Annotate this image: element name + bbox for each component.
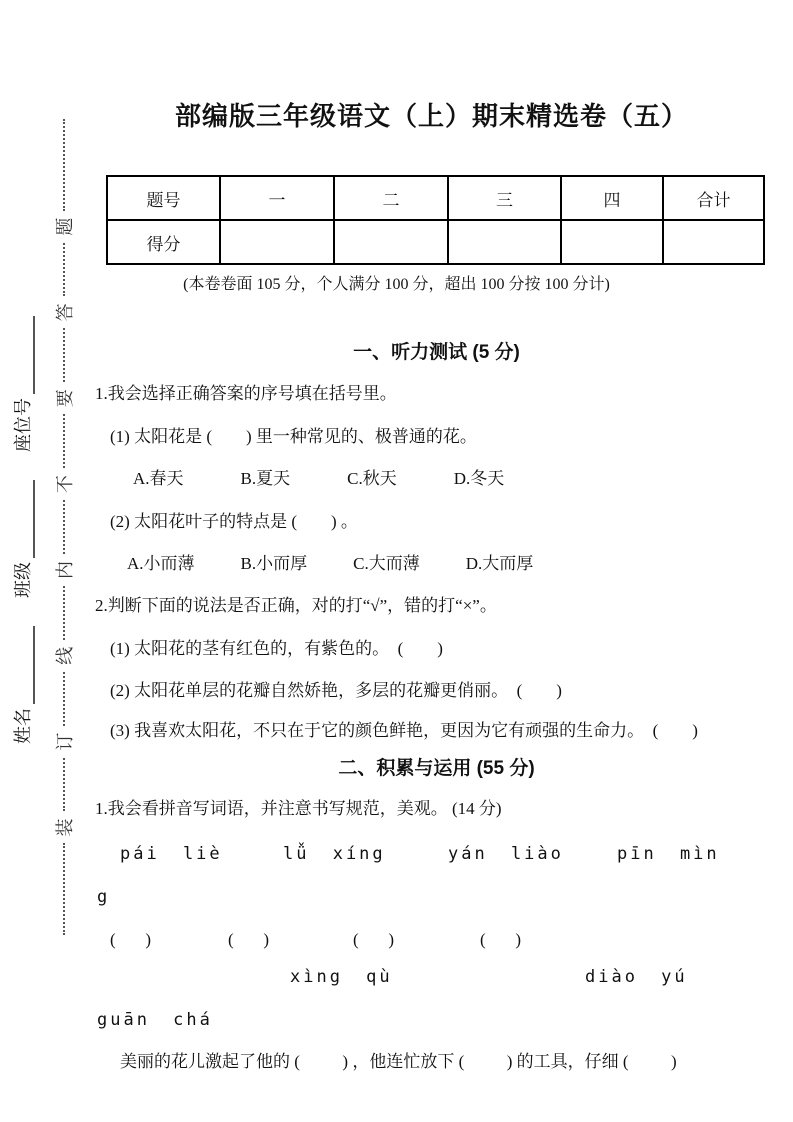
option-b: B.小而厚 bbox=[240, 554, 308, 573]
student-name-label: 姓名 bbox=[13, 708, 33, 744]
question-2-item-3: (3) 我喜欢太阳花，不只在于它的颜色鲜艳，更因为它有顽强的生命力。 ( ) bbox=[110, 721, 698, 740]
binding-char: 题 bbox=[55, 217, 75, 236]
pinyin-word: lǚ xíng bbox=[283, 844, 386, 864]
option-a: A.春天 bbox=[133, 469, 184, 488]
binding-dotted-segment bbox=[63, 672, 65, 726]
fill-in-sentence: 美丽的花儿激起了他的 ( ) ，他连忙放下 ( ) 的工具，仔细 ( ) bbox=[120, 1052, 677, 1071]
question-1-sub-1: (1) 太阳花是 ( ) 里一种常见的、极普通的花。 bbox=[110, 427, 477, 446]
score-cell bbox=[663, 220, 764, 264]
section-heading-accumulation: 二、积累与运用 (55 分) bbox=[338, 758, 535, 779]
pinyin-word: guān chá bbox=[97, 1010, 213, 1030]
pinyin-word: pái liè bbox=[120, 844, 223, 864]
option-d: D.冬天 bbox=[453, 469, 505, 488]
score-cell bbox=[561, 220, 663, 264]
score-row-label: 得分 bbox=[107, 220, 220, 264]
pinyin-word: xìng qù bbox=[290, 967, 393, 987]
seat-number-label: 座位号 bbox=[13, 398, 33, 452]
score-table-header-cell: 合计 bbox=[663, 176, 764, 220]
pinyin-wrapped-letter: g bbox=[97, 887, 111, 907]
binding-char: 订 bbox=[55, 732, 75, 751]
option-c: C.大而薄 bbox=[353, 554, 420, 573]
answer-bracket: ( ) bbox=[110, 930, 152, 949]
question-2-item-1: (1) 太阳花的茎有红色的，有紫色的。 ( ) bbox=[110, 639, 443, 658]
section-heading-listening: 一、听力测试 (5 分) bbox=[353, 342, 520, 363]
binding-dotted-segment bbox=[63, 243, 65, 297]
binding-dotted-segment bbox=[63, 414, 65, 468]
question-1-sub-2-options bbox=[127, 553, 533, 575]
pinyin-question-stem: 1.我会看拼音写词语，并注意书写规范，美观。 (14 分) bbox=[95, 799, 502, 818]
option-c: C.秋天 bbox=[347, 469, 397, 488]
pinyin-word: yán liào bbox=[448, 844, 564, 864]
option-d: D.大而厚 bbox=[465, 554, 534, 573]
binding-char: 要 bbox=[55, 389, 75, 408]
question-1-sub-2: (2) 太阳花叶子的特点是 ( ) 。 bbox=[110, 512, 358, 531]
pinyin-word: pīn mìn bbox=[617, 844, 720, 864]
option-a: A.小而薄 bbox=[127, 554, 195, 573]
binding-char: 线 bbox=[55, 646, 75, 665]
binding-char: 内 bbox=[55, 560, 75, 579]
student-name-blank bbox=[32, 626, 35, 704]
pinyin-word: diào yú bbox=[585, 967, 688, 987]
class-blank bbox=[32, 480, 35, 558]
answer-bracket: ( ) bbox=[480, 930, 522, 949]
binding-char: 答 bbox=[55, 303, 75, 322]
score-cell bbox=[334, 220, 448, 264]
score-table-header-cell: 一 bbox=[220, 176, 334, 220]
answer-bracket: ( ) bbox=[228, 930, 270, 949]
binding-line bbox=[52, 112, 76, 942]
answer-bracket: ( ) bbox=[353, 930, 395, 949]
binding-dotted-segment bbox=[63, 586, 65, 640]
grading-note: (本卷卷面 105 分，个人满分 100 分，超出 100 分按 100 分计) bbox=[183, 276, 610, 293]
question-1-sub-1-options bbox=[133, 468, 504, 490]
class-field bbox=[9, 480, 35, 598]
score-table-header-row bbox=[107, 176, 764, 220]
seat-number-field bbox=[9, 316, 35, 452]
student-name-field bbox=[9, 626, 35, 744]
score-table-header-cell: 二 bbox=[334, 176, 448, 220]
binding-dotted-segment bbox=[63, 328, 65, 382]
score-table bbox=[106, 175, 765, 265]
score-table-header-cell: 题号 bbox=[107, 176, 220, 220]
score-cell bbox=[448, 220, 561, 264]
binding-dotted-segment bbox=[63, 500, 65, 554]
question-2-item-2: (2) 太阳花单层的花瓣自然娇艳，多层的花瓣更俏丽。 ( ) bbox=[110, 681, 562, 700]
option-b: B.夏天 bbox=[240, 469, 291, 488]
page-title: 部编版三年级语文（上）期末精选卷（五） bbox=[174, 101, 688, 131]
score-cell bbox=[220, 220, 334, 264]
seat-number-blank bbox=[32, 316, 35, 394]
binding-char: 不 bbox=[55, 475, 75, 494]
question-2-stem: 2.判断下面的说法是否正确，对的打“√”，错的打“×”。 bbox=[95, 596, 497, 615]
question-1-stem: 1.我会选择正确答案的序号填在括号里。 bbox=[95, 384, 397, 403]
score-table-score-row bbox=[107, 220, 764, 264]
binding-char: 装 bbox=[55, 818, 75, 837]
score-table-header-cell: 三 bbox=[448, 176, 561, 220]
binding-dotted-segment bbox=[63, 758, 65, 812]
binding-dotted-segment bbox=[63, 843, 65, 935]
score-table-header-cell: 四 bbox=[561, 176, 663, 220]
binding-dotted-segment bbox=[63, 119, 65, 211]
class-label: 班级 bbox=[13, 562, 33, 598]
